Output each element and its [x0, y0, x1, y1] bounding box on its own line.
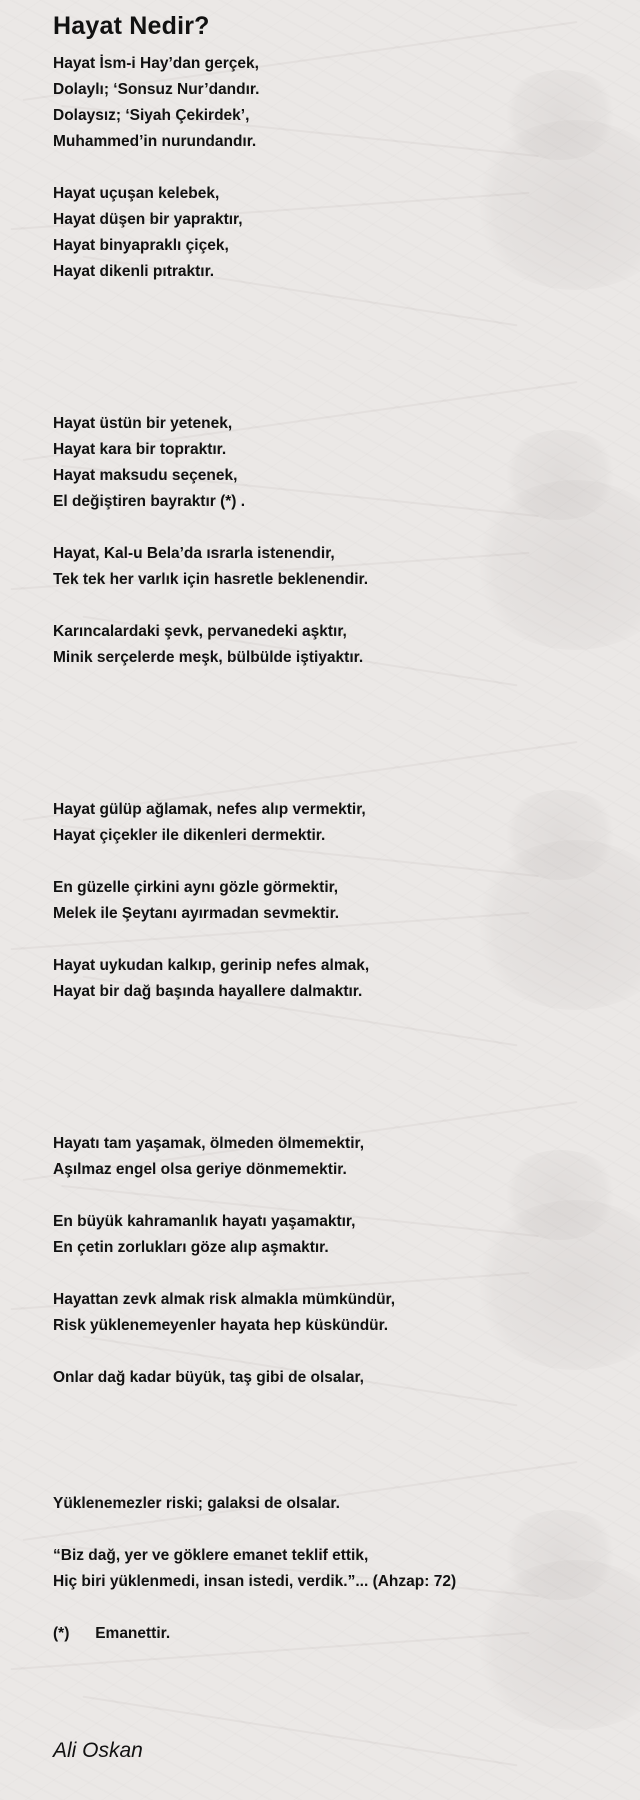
poem-line: Tek tek her varlık için hasretle beklenendir. — [53, 571, 369, 588]
poem-line: Yüklenemezler riski; galaksi de olsalar. — [53, 1495, 340, 1512]
poem-line: Hayat İsm-i Hay’dan gerçek, — [53, 55, 259, 72]
poem-line: Minik serçelerde meşk, bülbülde iştiyaktır. — [53, 649, 364, 666]
poem-line: Karıncalardaki şevk, pervanedeki aşktır, — [53, 623, 347, 640]
poem-line: Hayat düşen bir yapraktır, — [53, 211, 243, 228]
poem-line: Risk yüklenemeyenler hayata hep küskündür. — [53, 1317, 389, 1334]
poem-line: Hayat uçuşan kelebek, — [53, 185, 220, 202]
poem-line: Hayat kara bir topraktır. — [53, 441, 227, 458]
poem-line: Hayat üstün bir yetenek, — [53, 415, 233, 432]
poem-line: Hayat gülüp ağlamak, nefes alıp vermektir, — [53, 801, 366, 818]
poem-line: Hayat maksudu seçenek, — [53, 467, 238, 484]
poem-line: Dolaysız; ‘Siyah Çekirdek’, — [53, 107, 250, 124]
poem-line: Onlar dağ kadar büyük, taş gibi de olsalar, — [53, 1369, 364, 1386]
poem-line: En büyük kahramanlık hayatı yaşamaktır, — [53, 1213, 356, 1230]
poem-line: Melek ile Şeytanı ayırmadan sevmektir. — [53, 905, 340, 922]
poem-line: Dolaylı; ‘Sonsuz Nur’dandır. — [53, 81, 260, 98]
poem-title: Hayat Nedir? — [53, 12, 210, 40]
poem-line: Muhammed’in nurundandır. — [53, 133, 257, 150]
background-panel — [0, 720, 640, 1080]
poem-line: Hayat uykudan kalkıp, gerinip nefes almak, — [53, 957, 370, 974]
poem-line: En güzelle çirkini aynı gözle görmektir, — [53, 879, 339, 896]
author-name: Ali Oskan — [53, 1739, 143, 1762]
poem-line: “Biz dağ, yer ve göklere emanet teklif ettik, — [53, 1547, 369, 1564]
poem-line: En çetin zorlukları göze alıp aşmaktır. — [53, 1239, 329, 1256]
poem-line: Hayat dikenli pıtraktır. — [53, 263, 215, 280]
poem-line: Hayattan zevk almak risk almakla mümkündür, — [53, 1291, 396, 1308]
footnote: (*) Emanettir. — [53, 1625, 171, 1642]
poem-line: Hiç biri yüklenmedi, insan istedi, verdik.”... (Ahzap: 72) — [53, 1573, 457, 1590]
poem-line: Hayatı tam yaşamak, ölmeden ölmemektir, — [53, 1135, 365, 1152]
poem-line: Hayat, Kal-u Bela’da ısrarla istenendir, — [53, 545, 335, 562]
poem-line: Aşılmaz engel olsa geriye dönmemektir. — [53, 1161, 347, 1178]
poem-line: Hayat bir dağ başında hayallere dalmaktır. — [53, 983, 363, 1000]
poem-line: Hayat çiçekler ile dikenleri dermektir. — [53, 827, 326, 844]
poem-line: Hayat binyapraklı çiçek, — [53, 237, 229, 254]
poem-line: El değiştiren bayraktır (*) . — [53, 493, 246, 510]
